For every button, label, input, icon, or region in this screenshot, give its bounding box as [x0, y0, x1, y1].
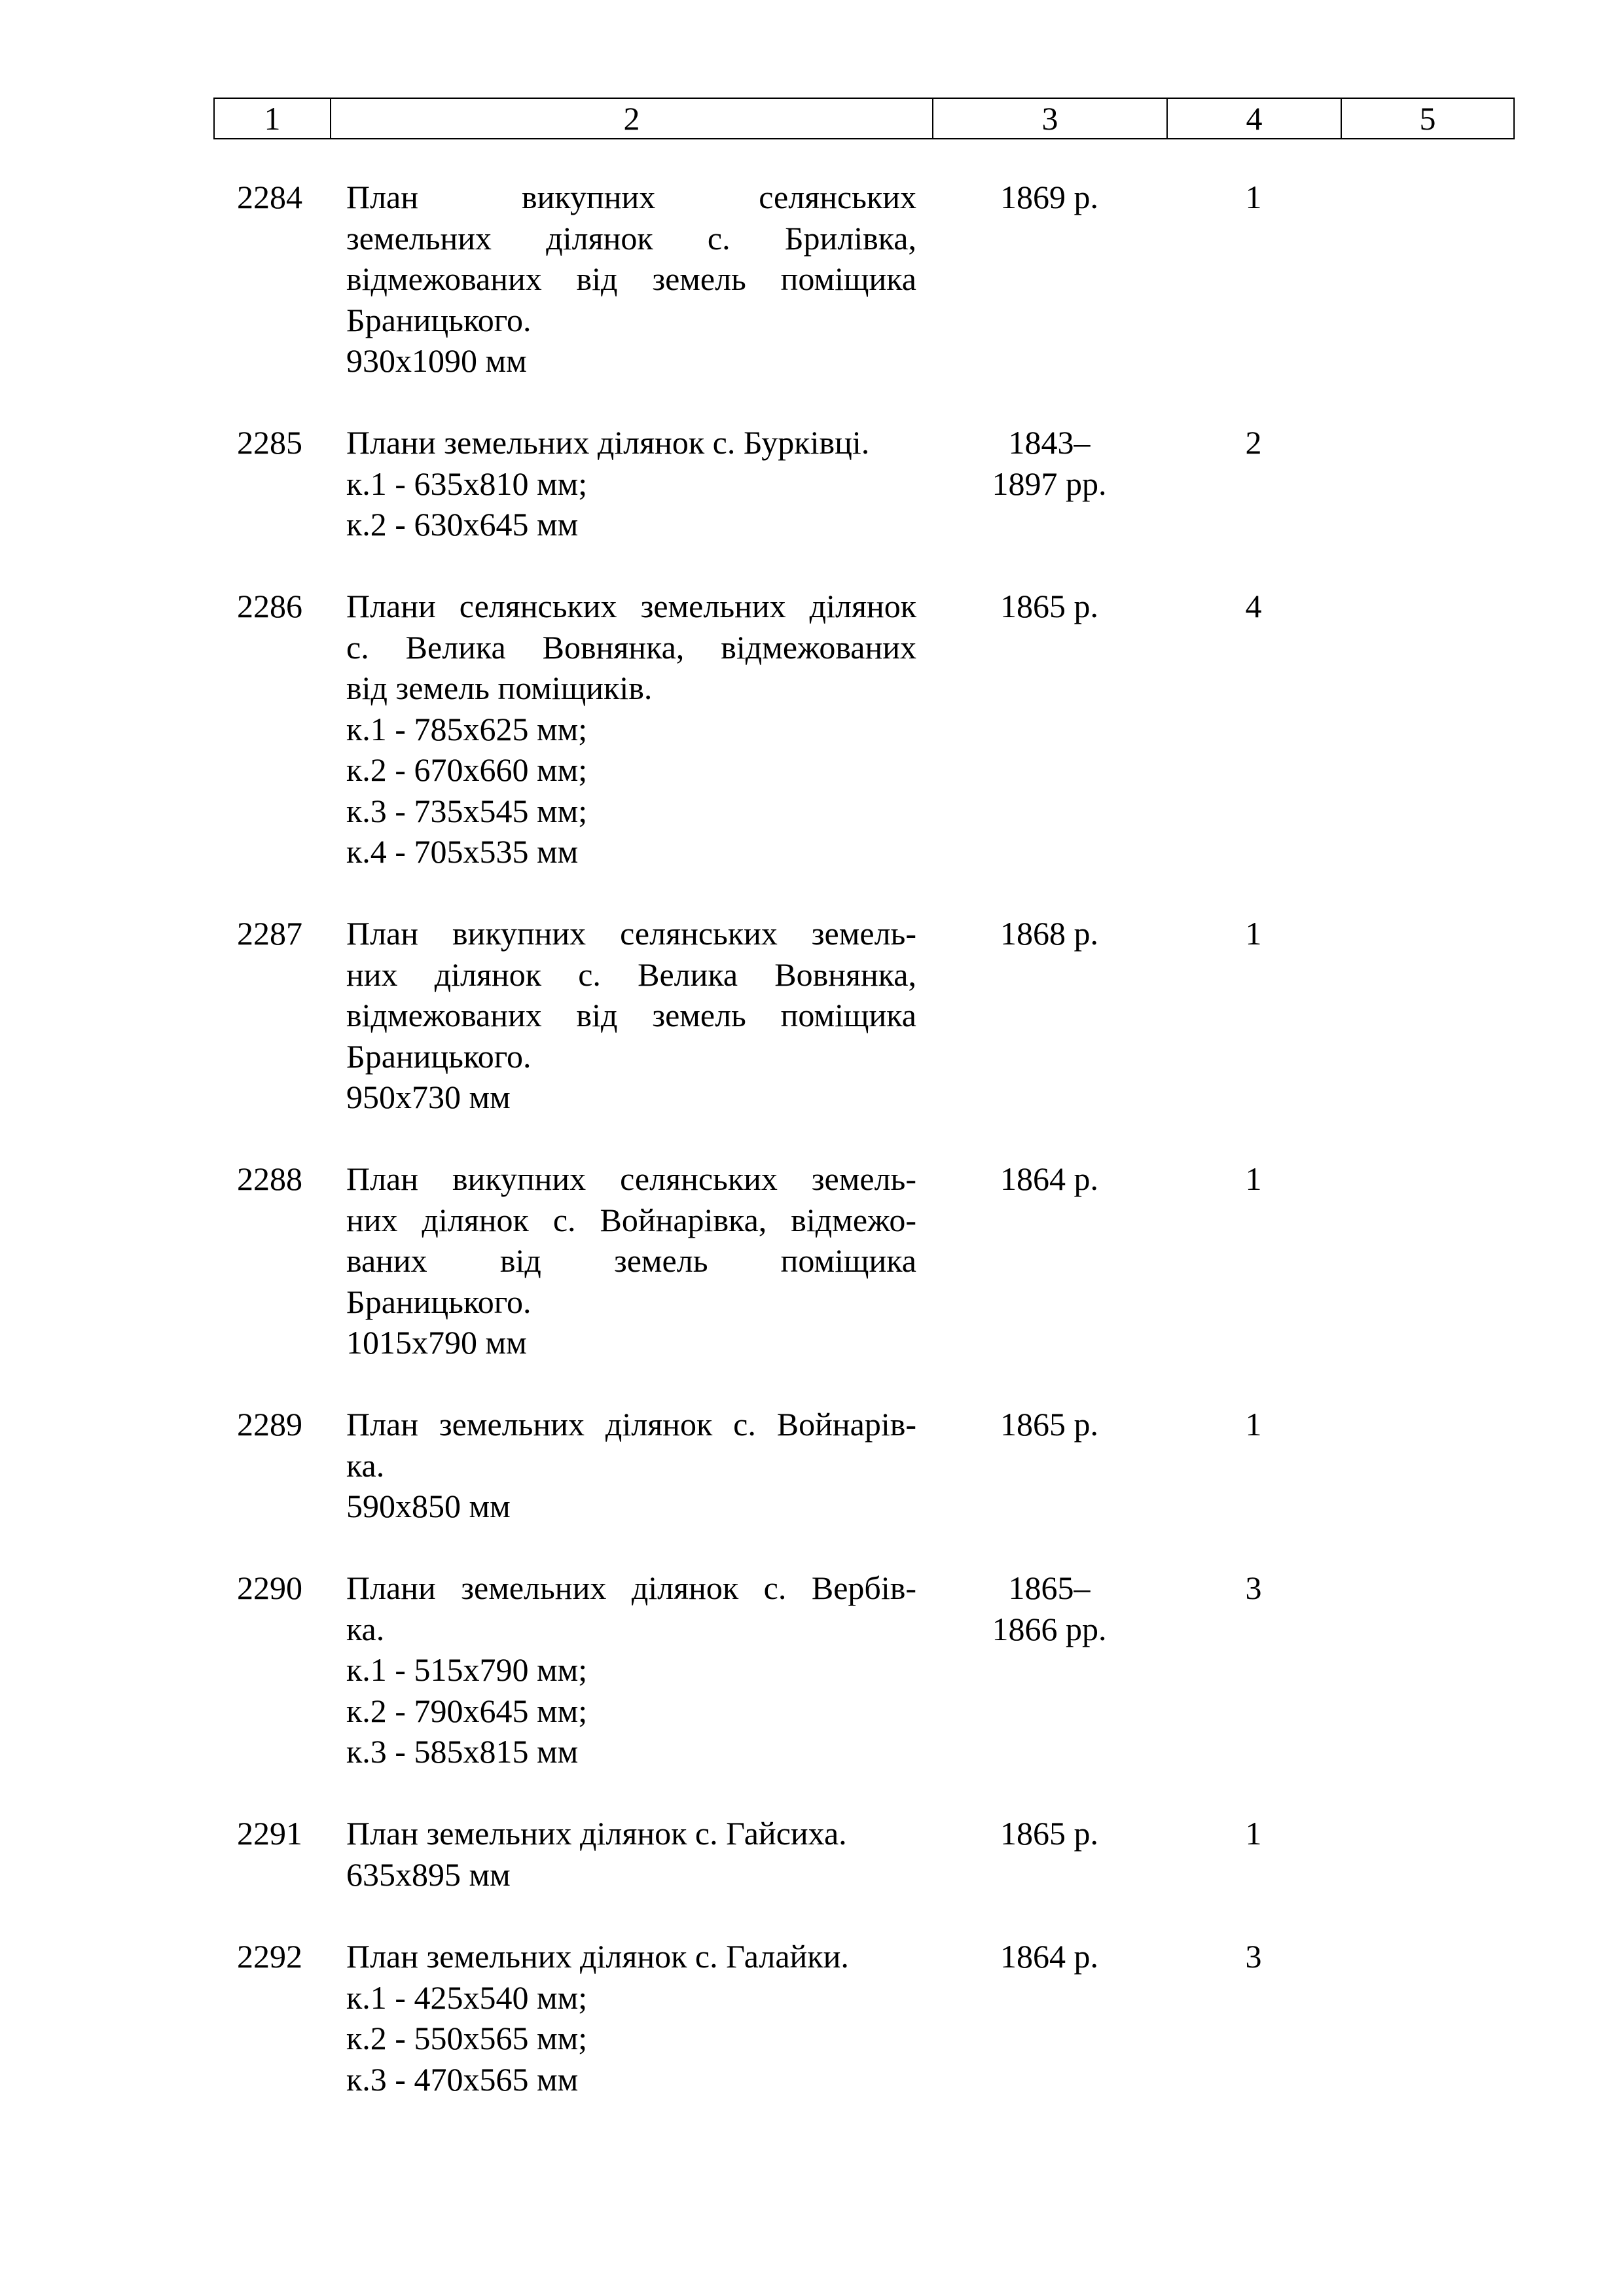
entry-date	[932, 177, 1166, 218]
entry-count: 1	[1245, 1406, 1262, 1443]
description-line: Браницького.	[346, 301, 532, 338]
entry-date	[932, 1813, 1166, 1854]
dimensions-line: к.1 - 425х540 мм;	[346, 1979, 588, 2016]
entry-description	[346, 913, 916, 1118]
description-line: План викупних селянських земель-	[346, 915, 916, 952]
entry-number: 2284	[237, 179, 302, 215]
entry-count: 3	[1245, 1938, 1262, 1975]
dimensions-line: к.2 - 630х645 мм	[346, 506, 579, 543]
description-line: Плани селянських земельних ділянок	[346, 588, 916, 624]
description-line: відмежованих від земель поміщика	[346, 260, 916, 297]
header-col-2: 2	[331, 99, 933, 138]
entry-count: 1	[1245, 1815, 1262, 1852]
entry-description	[346, 1568, 916, 1772]
description-line: Плани земельних ділянок с. Бурківці.	[346, 424, 870, 461]
dimensions-line: к.4 - 705х535 мм	[346, 833, 579, 870]
dimensions-line: 950х730 мм	[346, 1079, 511, 1115]
entry-count: 1	[1245, 179, 1262, 215]
date-line: 1865 р.	[1000, 1815, 1098, 1852]
description-line: відмежованих від земель поміщика	[346, 997, 916, 1033]
dimensions-line: к.1 - 785х625 мм;	[346, 710, 588, 747]
entry-description	[346, 586, 916, 872]
description-line: План земельних ділянок с. Галайки.	[346, 1938, 849, 1975]
dimensions-line: 1015х790 мм	[346, 1324, 527, 1361]
entry-count: 1	[1245, 1160, 1262, 1197]
description-line: План земельних ділянок с. Войнарів-	[346, 1406, 916, 1443]
description-line: План викупних селянських земель-	[346, 1160, 916, 1197]
dimensions-line: к.3 - 735х545 мм;	[346, 792, 588, 829]
description-line: від земель поміщиків.	[346, 670, 653, 706]
dimensions-line: 590х850 мм	[346, 1488, 511, 1524]
entry-date	[932, 422, 1166, 504]
date-line: 1865 р.	[1000, 1406, 1098, 1443]
header-col-5: 5	[1419, 100, 1436, 137]
description-line: ка.	[346, 1610, 385, 1647]
description-line: План викупних селянських	[346, 179, 916, 215]
date-line: 1865 р.	[1000, 588, 1098, 624]
date-line: 1869 р.	[1000, 179, 1098, 215]
date-line: 1868 р.	[1000, 915, 1098, 952]
date-line: 1864 р.	[1000, 1160, 1098, 1197]
entry-number: 2287	[237, 915, 302, 952]
description-line: Плани земельних ділянок с. Вербів-	[346, 1570, 916, 1606]
entry-count: 2	[1245, 424, 1262, 461]
entry-date	[932, 1568, 1166, 1649]
dimensions-line: к.2 - 670х660 мм;	[346, 751, 588, 788]
entry-number: 2290	[237, 1570, 302, 1606]
dimensions-line: к.2 - 790х645 мм;	[346, 1692, 588, 1729]
date-line: 1866 рр.	[992, 1610, 1107, 1647]
dimensions-line: 930х1090 мм	[346, 342, 527, 379]
description-line: ка.	[346, 1446, 385, 1484]
dimensions-line: к.2 - 550х565 мм;	[346, 2020, 588, 2056]
date-line: 1897 рр.	[992, 465, 1107, 502]
entry-number: 2291	[237, 1815, 302, 1852]
date-line: 1864 р.	[1000, 1938, 1098, 1975]
date-line: 1865–	[1008, 1570, 1091, 1606]
dimensions-line: к.1 - 515х790 мм;	[346, 1651, 588, 1688]
column-number-header	[213, 98, 1515, 139]
entry-date	[932, 913, 1166, 954]
header-col-3: 3	[933, 99, 1168, 138]
dimensions-line: 635х895 мм	[346, 1856, 511, 1893]
description-line: Браницького.	[346, 1037, 532, 1075]
description-line: Браницького.	[346, 1283, 532, 1320]
entry-description	[346, 1404, 916, 1527]
entry-count: 1	[1245, 915, 1262, 952]
entry-description	[346, 177, 916, 382]
dimensions-line: к.1 - 635х810 мм;	[346, 465, 588, 502]
entry-count: 3	[1245, 1570, 1262, 1606]
header-col-1: 1	[215, 99, 331, 138]
entry-date	[932, 1404, 1166, 1445]
entry-count: 4	[1245, 588, 1262, 624]
dimensions-line: к.3 - 470х565 мм	[346, 2060, 579, 2098]
entry-number: 2285	[237, 424, 302, 461]
entry-number: 2289	[237, 1406, 302, 1443]
description-line: План земельних ділянок с. Гайсиха.	[346, 1815, 847, 1852]
entry-number: 2292	[237, 1938, 302, 1975]
entry-description	[346, 1813, 916, 1895]
description-line: ваних від земель поміщика	[346, 1242, 916, 1279]
entry-date	[932, 1158, 1166, 1200]
dimensions-line: к.3 - 585х815 мм	[346, 1733, 579, 1770]
entry-description	[346, 1936, 916, 2100]
description-line: с. Велика Вовнянка, відмежованих	[346, 628, 916, 666]
entry-description	[346, 422, 916, 545]
entry-number: 2288	[237, 1160, 302, 1197]
header-col-4: 4	[1168, 99, 1342, 138]
entry-date	[932, 1936, 1166, 1977]
entry-date	[932, 586, 1166, 627]
description-line: земельних ділянок с. Брилівка,	[346, 219, 916, 257]
entry-number: 2286	[237, 588, 302, 624]
description-line: них ділянок с. Велика Вовнянка,	[346, 956, 916, 993]
date-line: 1843–	[1008, 424, 1091, 461]
description-line: них ділянок с. Войнарівка, відмежо-	[346, 1201, 916, 1238]
entry-description	[346, 1158, 916, 1363]
